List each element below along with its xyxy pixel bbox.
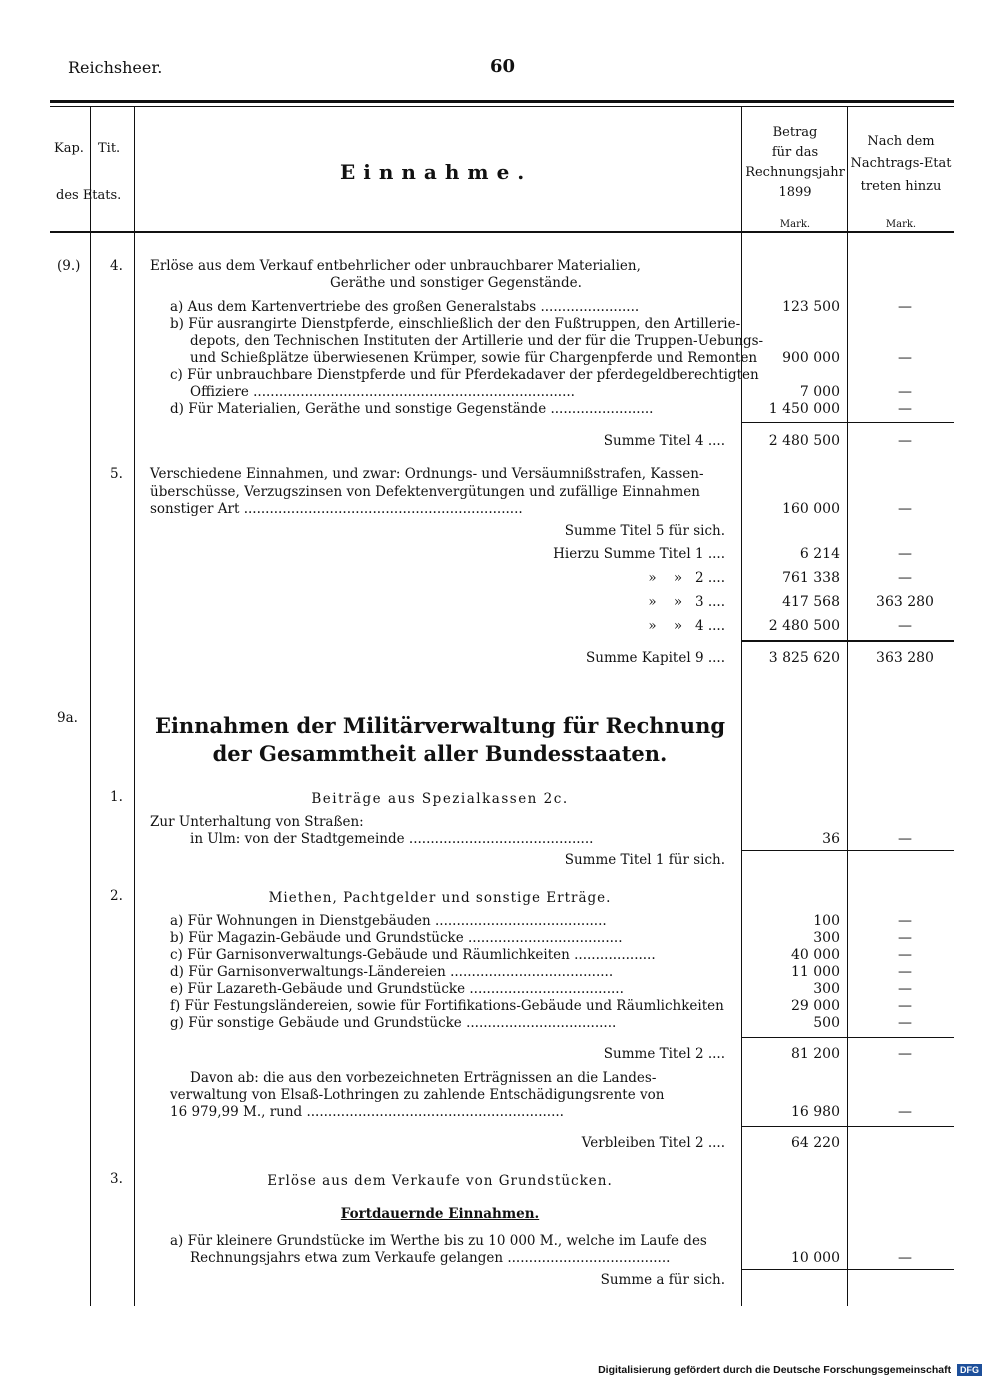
head-title: Einnahme. bbox=[340, 160, 533, 184]
t9a2-item-c: c) Für Garnisonverwaltungs-Gebäude und Räumlichkeiten ................... bbox=[170, 947, 656, 963]
recap-1-v1: 6 214 bbox=[799, 546, 840, 562]
t9a2-deduct-l3: 16 979,99 M., rund ............................................................ bbox=[170, 1104, 564, 1120]
t9a2-item-d-v2: — bbox=[898, 964, 912, 980]
t9a2-item-d: d) Für Garnisonverwaltungs-Ländereien ...................................... bbox=[170, 964, 614, 980]
t9a2-tit: 2. bbox=[110, 888, 123, 904]
recap-3-label: » » 3 .... bbox=[648, 594, 725, 610]
t4-item-b-l2: depots, den Technischen Instituten der Artillerie und der für die Truppen-Uebungs- bbox=[190, 333, 764, 349]
t4-item-b-v1: 900 000 bbox=[782, 350, 840, 366]
head-col2-l2: Nachtrags-Etat bbox=[850, 156, 952, 171]
t9a2-item-b-v2: — bbox=[898, 930, 912, 946]
t9a3-v1: 10 000 bbox=[791, 1250, 840, 1266]
t9a2-item-e: e) Für Lazareth-Gebäude und Grundstücke .................................... bbox=[170, 981, 624, 997]
t9a2-deduct-v1: 16 980 bbox=[791, 1104, 840, 1120]
t9a2-item-b-v1: 300 bbox=[813, 930, 840, 946]
t9a2-deduct-v2: — bbox=[898, 1104, 912, 1120]
t4-item-a: a) Aus dem Kartenvertriebe des großen Generalstabs ....................... bbox=[170, 299, 640, 315]
t5-sum-label: Summe Titel 5 für sich. bbox=[564, 523, 725, 539]
t9a2-sum-v1: 81 200 bbox=[791, 1046, 840, 1062]
page-number: 60 bbox=[490, 56, 516, 77]
t4-heading-l1: Erlöse aus dem Verkauf entbehrlicher oder unbrauchbarer Materialien, bbox=[150, 258, 641, 274]
t9a2-item-e-v1: 300 bbox=[813, 981, 840, 997]
footer-text: Digitalisierung gefördert durch die Deutsche Forschungsgemeinschaft bbox=[598, 1364, 952, 1376]
t9a2-item-e-v2: — bbox=[898, 981, 912, 997]
t9a2-item-c-v1: 40 000 bbox=[791, 947, 840, 963]
kap9-total-v2: 363 280 bbox=[876, 650, 934, 666]
t9a3-v2: — bbox=[898, 1250, 912, 1266]
t9a2-item-b: b) Für Magazin-Gebäude und Grundstücke .................................... bbox=[170, 930, 623, 946]
head-col1-l1: Betrag bbox=[772, 125, 818, 140]
t4-item-c-l2: Offiziere ........................................................................... bbox=[190, 384, 575, 400]
recap-1-v2: — bbox=[898, 546, 912, 562]
t9a2-sum-rule bbox=[742, 1037, 954, 1038]
t9a2-heading: Miethen, Pachtgelder und sonstige Erträge. bbox=[268, 890, 612, 906]
col-rule-tit bbox=[134, 106, 135, 1306]
kap9-total-v1: 3 825 620 bbox=[768, 650, 840, 666]
t9a3-sum-label: Summe a für sich. bbox=[600, 1272, 725, 1288]
t9a2-remain-label: Verbleiben Titel 2 .... bbox=[581, 1135, 725, 1151]
t4-item-b-l1: b) Für ausrangirte Dienstpferde, einschließlich der den Fußtruppen, den Artillerie- bbox=[170, 316, 741, 332]
t4-item-d-v1: 1 450 000 bbox=[768, 401, 840, 417]
head-kap: Kap. bbox=[54, 141, 84, 156]
recap-3-v1: 417 568 bbox=[782, 594, 840, 610]
t9a3-sum-rule bbox=[742, 1269, 954, 1270]
t4-item-c-v1: 7 000 bbox=[799, 384, 840, 400]
t9a1-heading: Beiträge aus Spezialkassen 2c. bbox=[311, 791, 569, 807]
t4-item-b-l3: und Schießplätze überwiesenen Krümper, sowie für Chargenpferde und Remonten bbox=[190, 350, 758, 366]
kap9-total-rule bbox=[742, 640, 954, 642]
top-double-rule bbox=[50, 100, 954, 103]
t9a2-item-g: g) Für sonstige Gebäude und Grundstücke ................................... bbox=[170, 1015, 617, 1031]
col-rule-kap bbox=[90, 106, 91, 1306]
t9a3-heading: Erlöse aus dem Verkaufe von Grundstücken. bbox=[267, 1173, 613, 1189]
recap-4-v1: 2 480 500 bbox=[768, 618, 840, 634]
t4-sum-label: Summe Titel 4 .... bbox=[603, 433, 725, 449]
t9a2-remain-rule bbox=[742, 1126, 954, 1127]
kap9a-title-l1: Einnahmen der Militärverwaltung für Rechnung bbox=[154, 713, 726, 738]
t9a1-sum-label: Summe Titel 1 für sich. bbox=[564, 852, 725, 868]
t9a2-item-g-v1: 500 bbox=[813, 1015, 840, 1031]
t9a3-text-l2: Rechnungsjahrs etwa zum Verkaufe gelangen ...................................... bbox=[190, 1250, 671, 1266]
recap-2-v1: 761 338 bbox=[782, 570, 840, 586]
head-col2-l1: Nach dem bbox=[867, 134, 935, 149]
t9a1-text-l1: Zur Unterhaltung von Straßen: bbox=[150, 814, 364, 830]
t9a3-subheading: Fortdauernde Einnahmen. bbox=[340, 1206, 540, 1222]
t4-item-d-v2: — bbox=[898, 401, 912, 417]
running-title: Reichsheer. bbox=[68, 58, 163, 77]
t9a2-deduct-l1: Davon ab: die aus den vorbezeichneten Erträgnissen an die Landes- bbox=[190, 1070, 657, 1086]
recap-3-v2: 363 280 bbox=[876, 594, 934, 610]
t9a2-item-a-v1: 100 bbox=[813, 913, 840, 929]
footer-credit bbox=[598, 1364, 982, 1376]
recap-2-v2: — bbox=[898, 570, 912, 586]
recap-4-label: » » 4 .... bbox=[648, 618, 725, 634]
t4-item-b-v2: — bbox=[898, 350, 912, 366]
t4-item-a-v1: 123 500 bbox=[782, 299, 840, 315]
t9a2-item-f-v1: 29 000 bbox=[791, 998, 840, 1014]
t4-heading-l2: Geräthe und sonstiger Gegenstände. bbox=[330, 275, 582, 291]
kap9a-label: 9a. bbox=[57, 710, 78, 726]
t9a1-text-l2: in Ulm: von der Stadtgemeinde ........................................... bbox=[190, 831, 594, 847]
t4-sum-v1: 2 480 500 bbox=[768, 433, 840, 449]
t5-text-l3: sonstiger Art ................................................................. bbox=[150, 501, 523, 517]
head-col1-l4: 1899 bbox=[778, 185, 812, 200]
t9a2-remain-v1: 64 220 bbox=[791, 1135, 840, 1151]
t9a3-text-l1: a) Für kleinere Grundstücke im Werthe bis zu 10 000 M., welche im Laufe des bbox=[170, 1233, 707, 1249]
head-des-etats: des Etats. bbox=[56, 188, 122, 203]
t5-text-l1: Verschiedene Einnahmen, und zwar: Ordnungs- und Versäumnißstrafen, Kassen- bbox=[150, 466, 704, 482]
t5-text-l2: überschüsse, Verzugszinsen von Defektenvergütungen und zufällige Einnahmen bbox=[150, 484, 700, 500]
t5-tit: 5. bbox=[110, 466, 123, 482]
head-col1-l3: Rechnungsjahr bbox=[745, 165, 845, 180]
kap9-label: (9.) bbox=[57, 258, 81, 274]
dfg-logo: DFG bbox=[957, 1364, 982, 1376]
t9a1-v1: 36 bbox=[822, 831, 840, 847]
t9a1-v2: — bbox=[898, 831, 912, 847]
recap-1-label: Hierzu Summe Titel 1 .... bbox=[553, 546, 725, 562]
t9a1-tit: 1. bbox=[110, 789, 123, 805]
t4-sum-rule bbox=[742, 422, 954, 423]
t9a2-item-a-v2: — bbox=[898, 913, 912, 929]
head-col1-unit: Mark. bbox=[779, 219, 811, 230]
t9a2-sum-label: Summe Titel 2 .... bbox=[603, 1046, 725, 1062]
t9a2-item-d-v1: 11 000 bbox=[791, 964, 840, 980]
t9a2-item-c-v2: — bbox=[898, 947, 912, 963]
top-thin-rule bbox=[50, 106, 954, 107]
t5-v1: 160 000 bbox=[782, 501, 840, 517]
head-bottom-rule bbox=[50, 231, 954, 233]
t4-tit: 4. bbox=[110, 258, 123, 274]
t4-item-d: d) Für Materialien, Geräthe und sonstige Gegenstände ........................ bbox=[170, 401, 654, 417]
t9a2-item-f-v2: — bbox=[898, 998, 912, 1014]
t9a2-sum-v2: — bbox=[898, 1046, 912, 1062]
head-col2-unit: Mark. bbox=[885, 219, 917, 230]
t9a2-item-a: a) Für Wohnungen in Dienstgebäuden ........................................ bbox=[170, 913, 607, 929]
head-col2-l3: treten hinzu bbox=[860, 179, 942, 194]
t4-sum-v2: — bbox=[898, 433, 912, 449]
kap9a-title-l2: der Gesammtheit aller Bundesstaaten. bbox=[212, 741, 668, 766]
t9a2-deduct-l2: verwaltung von Elsaß-Lothringen zu zahlende Entschädigungsrente von bbox=[170, 1087, 665, 1103]
head-col1-l2: für das bbox=[771, 145, 819, 160]
recap-4-v2: — bbox=[898, 618, 912, 634]
t4-item-c-v2: — bbox=[898, 384, 912, 400]
t4-item-c-l1: c) Für unbrauchbare Dienstpferde und für Pferdekadaver der pferdegeldberechtigten bbox=[170, 367, 759, 383]
t9a3-tit: 3. bbox=[110, 1171, 123, 1187]
t9a1-sum-rule bbox=[742, 850, 954, 851]
recap-2-label: » » 2 .... bbox=[648, 570, 725, 586]
t5-v2: — bbox=[898, 501, 912, 517]
kap9-total-label: Summe Kapitel 9 .... bbox=[586, 650, 725, 666]
t9a2-item-g-v2: — bbox=[898, 1015, 912, 1031]
head-tit: Tit. bbox=[98, 141, 121, 156]
t9a2-item-f: f) Für Festungsländereien, sowie für Fortifikations-Gebäude und Räumlichkeiten bbox=[170, 998, 724, 1014]
t4-item-a-v2: — bbox=[898, 299, 912, 315]
